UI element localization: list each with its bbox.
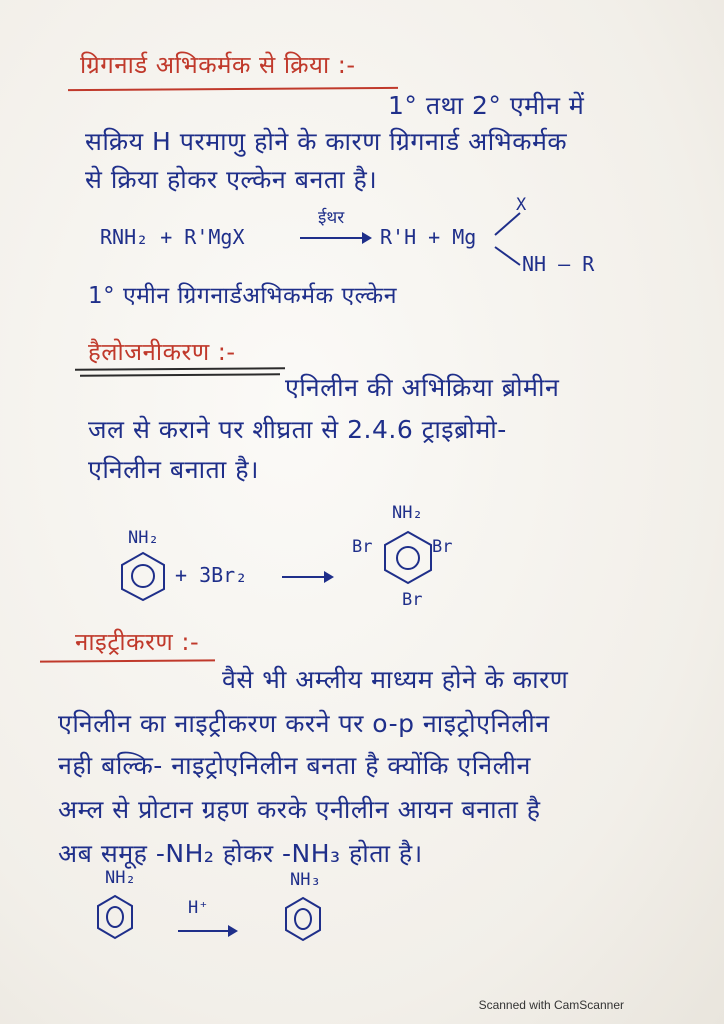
section2-underline — [75, 367, 285, 370]
section1-line3: से क्रिया होकर एल्केन बनता है। — [85, 165, 378, 194]
section2-underline-2 — [80, 373, 280, 376]
tribromo-br-right: Br — [432, 537, 453, 557]
aniline2-ring-icon — [95, 893, 135, 941]
bromination-arrow — [282, 576, 332, 578]
protonation-arrow — [178, 930, 236, 932]
section3-heading: नाइट्रीकरण :- — [75, 628, 200, 656]
section2-line3: एनिलीन बनाता है। — [88, 455, 259, 484]
protonation-label: H⁺ — [188, 898, 209, 918]
eq1-right: R'H + Mg — [380, 225, 477, 249]
bromine-reagent: + 3Br₂ — [175, 563, 248, 587]
anilinium-nh3-label: NH₃ — [290, 870, 321, 890]
eq1-nhr: NH – R — [522, 252, 595, 276]
tribromo-nh2-label: NH₂ — [392, 503, 423, 523]
section1-line1: 1° तथा 2° एमीन में — [388, 91, 585, 120]
section3-line5: अब समूह -NH₂ होकर -NH₃ होता है। — [58, 839, 423, 868]
aniline-nh2-label: NH₂ — [128, 528, 159, 548]
section3-line3: नही बल्कि- नाइट्रोएनिलीन बनता है क्योंकि एनिलीन — [58, 751, 531, 780]
tribromo-benzene-ring-icon — [380, 528, 436, 586]
section3-line2: एनिलीन का नाइट्रीकरण करने पर o-p नाइट्रोएनिलीन — [58, 709, 550, 738]
tribromo-br-bottom: Br — [402, 590, 423, 610]
anilinium-ring-icon — [283, 895, 323, 943]
section1-underline — [68, 87, 398, 91]
eq1-arrow-label: ईथर — [318, 208, 345, 228]
benzene-ring-icon — [118, 550, 168, 602]
eq1-arrow — [300, 237, 370, 239]
section2-line1: एनिलीन की अभिक्रिया ब्रोमीन — [285, 373, 560, 402]
section2-heading: हैलोजनीकरण :- — [88, 338, 236, 366]
tribromo-br-left: Br — [352, 537, 373, 557]
camscanner-watermark: Scanned with CamScanner — [478, 998, 624, 1012]
eq1-labels: 1° एमीन ग्रिगनार्डअभिकर्मक एल्केन — [88, 283, 397, 309]
eq1-x: X — [516, 195, 527, 215]
section3-line1: वैसे भी अम्लीय माध्यम होने के कारण — [222, 665, 569, 694]
section3-underline — [40, 659, 215, 662]
section2-line2: जल से कराने पर शीघ्रता से 2.4.6 ट्राइब्रोमो- — [88, 415, 507, 444]
eq1-left: RNH₂ + R'MgX — [100, 225, 245, 249]
aniline2-nh2-label: NH₂ — [105, 868, 136, 888]
section3-line4: अम्ल से प्रोटान ग्रहण करके एनीलीन आयन बनाता है — [58, 795, 541, 824]
section1-heading: ग्रिगनार्ड अभिकर्मक से क्रिया :- — [80, 51, 356, 79]
section1-line2: सक्रिय H परमाणु होने के कारण ग्रिगनार्ड अभिकर्मक — [85, 127, 568, 156]
